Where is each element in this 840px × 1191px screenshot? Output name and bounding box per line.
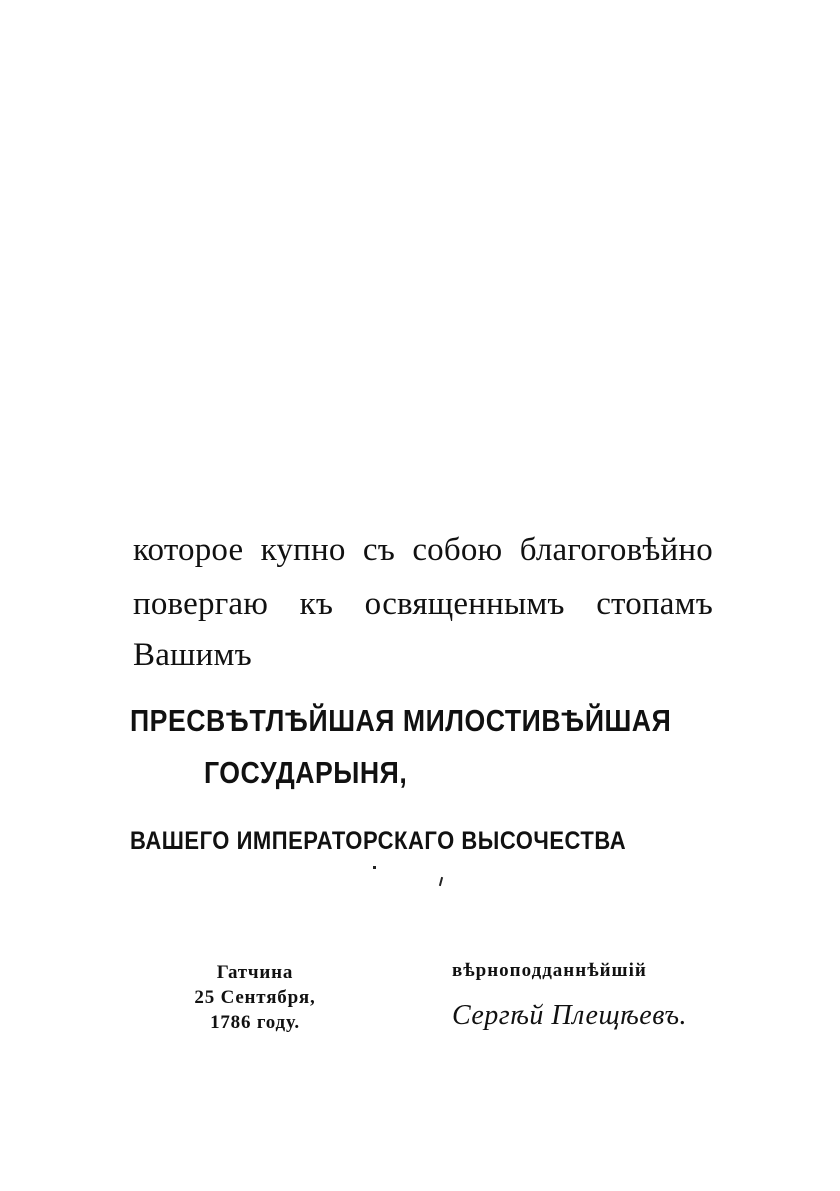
letter-word: повергаю <box>133 586 269 622</box>
letter-line-3: Вашимъ <box>133 637 252 673</box>
closing-formula: ВАШЕГО ИМПЕРАТОРСКАГО ВЫСОЧЕСТВА <box>130 827 627 855</box>
letter-line-2 <box>133 584 713 624</box>
dateline-place: Гатчина <box>216 962 294 983</box>
signature-name: Сергѣй Плещѣевъ. <box>452 1000 688 1031</box>
letter-word: которое <box>133 532 244 568</box>
letter-word: стопамъ <box>596 586 713 622</box>
letter-line-1 <box>133 530 713 570</box>
letter-word: купно <box>260 532 346 568</box>
letter-word: благоговѣйно <box>519 532 713 568</box>
letter-word: собою <box>412 532 503 568</box>
salutation-line-2: ГОСУДАРЫНЯ, <box>204 755 408 790</box>
ink-speck <box>439 877 443 886</box>
letter-word: освященнымъ <box>364 586 565 622</box>
letter-word: съ <box>362 532 395 568</box>
signature-title: вѣрноподданнѣйшiй <box>452 960 647 981</box>
salutation-line-1: ПРЕСВѢТЛѢЙШАЯ МИЛОСТИВѢЙШАЯ <box>130 703 672 738</box>
dateline-year: 1786 году. <box>210 1012 300 1033</box>
dateline-date: 25 Сентября, <box>194 987 316 1008</box>
ink-speck <box>373 866 376 869</box>
letter-word: къ <box>299 586 334 622</box>
dateline <box>160 960 350 1035</box>
